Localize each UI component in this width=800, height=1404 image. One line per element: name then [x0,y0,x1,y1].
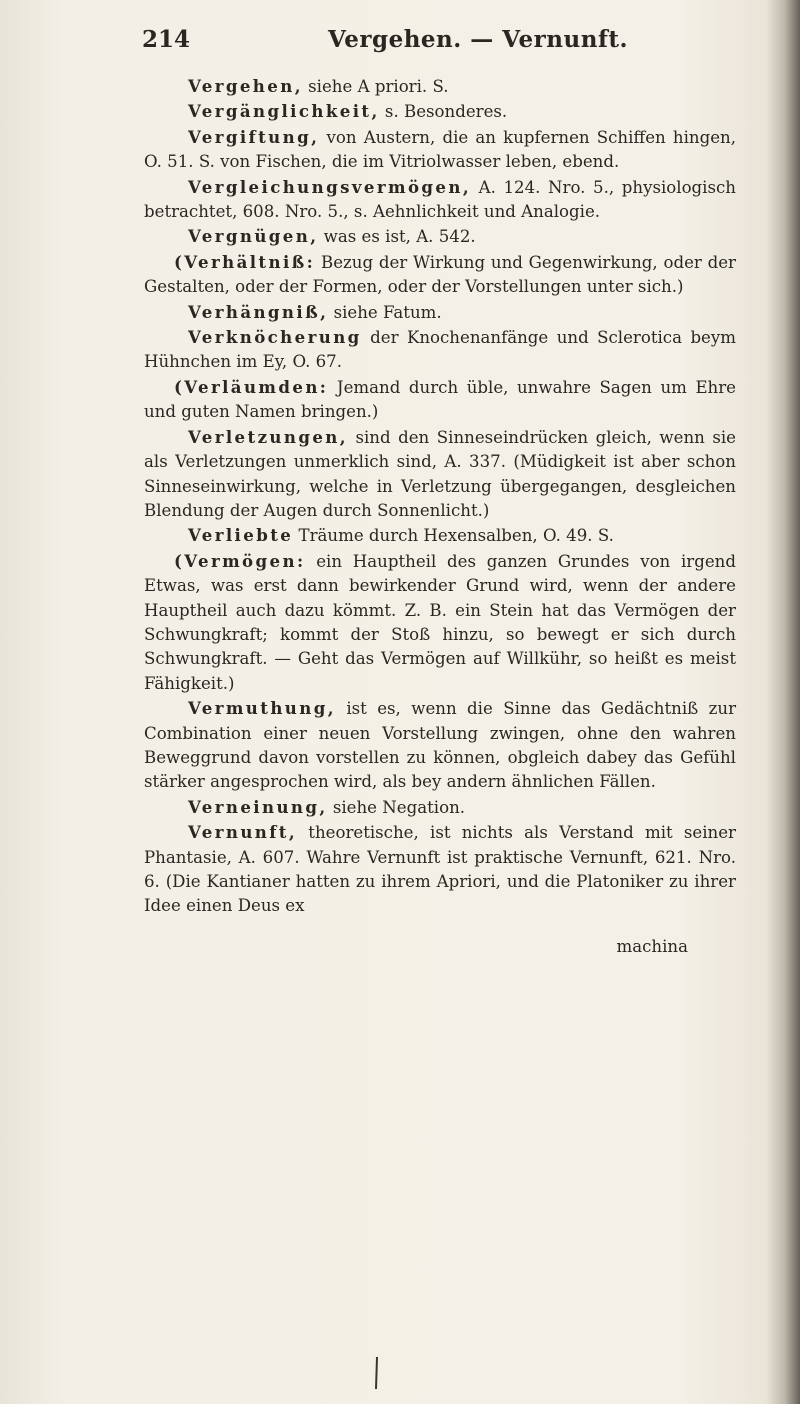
entry-headword: Verhängniß, [188,301,329,322]
running-head: Vergehen. — Vernunft. [328,26,628,53]
index-entry [144,795,736,820]
index-entry [144,325,736,375]
page-header [120,16,720,60]
entry-body: Träume durch Hexensalben, O. 49. S. [293,526,614,546]
entry-body: siehe Fatum. [328,302,442,322]
entry-headword: Vergleichungsvermögen, [188,176,472,197]
entry-headword: (Vermögen: [174,550,306,571]
entry-headword: Verletzungen, [188,426,348,447]
entry-body: sind den Sinneseindrücken gleich, wenn sie als Verletzungen unmerklich sind, A. 337. (Müdigkeit ist aber schon Sinneseinwirkung, welche in Verletzung übergegangen, desgleichen Blendung der Augen durch Sonnenlicht.) [144,427,736,520]
entry-headword: Verneinung, [188,796,328,817]
entry-headword: Verliebte [188,525,294,546]
entry-body: ist es, wenn die Sinne das Gedächtniß zur Combination einer neuen Vorstellung zwingen, ohne den wahren Beweggrund davon vorstellen zu können, obgleich dabey das Gefühl stärker angesprochen wird, als bey andern ähnlichen Fällen. [144,699,736,792]
entry-headword: Vermuthung, [188,698,336,719]
ink-mark-decoration [374,1356,380,1390]
entry-body: von Austern, die an kupfernen Schiffen hingen, O. 51. S. von Fischen, die im Vitriolwasser leben, ebend. [144,127,736,172]
index-entry [144,820,736,919]
entry-headword: (Verhältniß: [174,251,316,272]
entry-body: Jemand durch üble, unwahre Sagen um Ehre und guten Namen bringen.) [144,377,736,422]
entry-body: ein Hauptheil des ganzen Grundes von irgend Etwas, was erst dann bewirkender Grund wird, wenn der andere Hauptheil auch dazu kömmt. Z. B. ein Stein hat das Vermögen der Schwungkraft; kommt der Stoß hinzu, so bewegt er sich durch Schwungkraft. — Geht das Vermögen auf Willkühr, so heißt es meist Fähigkeit.) [144,551,736,693]
entry-body: siehe Negation. [327,797,466,817]
entry-body: theoretische, ist nichts als Verstand mit seiner Phantasie, A. 607. Wahre Vernunft ist praktische Vernunft, 621. Nro. 6. (Die Kantianer hatten zu ihrem Apriori, und die Platoniker zu ihrer Idee einen Deus ex [144,823,736,916]
entry-body: Bezug der Wirkung und Gegenwirkung, oder der Gestalten, oder der Formen, oder der Vorstellungen unter sich.) [144,252,736,297]
entry-headword: (Verläumden: [174,376,329,397]
index-entry [144,125,736,175]
entry-headword: Verknöcherung [188,327,362,348]
index-text [144,74,736,976]
entry-headword: Vernunft, [188,822,298,843]
index-entry [144,250,736,300]
entry-headword: Vergnügen, [188,226,319,247]
entry-headword: Vergiftung, [188,126,320,147]
index-entry [144,175,736,225]
index-entry [144,99,736,124]
entry-body: was es ist, A. 542. [318,227,476,247]
page-gutter-shadow [766,0,800,1404]
page-number: 214 [142,26,191,53]
entry-body: A. 124. Nro. 5., physiologisch betrachtet, 608. Nro. 5., s. Aehnlichkeit und Analogie. [144,177,736,222]
index-entry [144,375,736,425]
entry-body: siehe A priori. S. [302,77,449,96]
entry-headword: Vergehen, [188,76,303,96]
index-entry [144,300,736,325]
continuation-line: machina [616,937,688,957]
index-entry [144,523,736,548]
index-entry [144,74,736,99]
index-entry [144,549,736,696]
entry-body: der Knochenanfänge und Sclerotica beym Hühnchen im Ey, O. 67. [144,328,736,372]
entry-body: s. Besonderes. [379,102,508,122]
index-entry [144,696,736,795]
index-entry [144,425,736,524]
index-entry [144,224,736,249]
entry-headword: Vergänglichkeit, [188,101,380,122]
